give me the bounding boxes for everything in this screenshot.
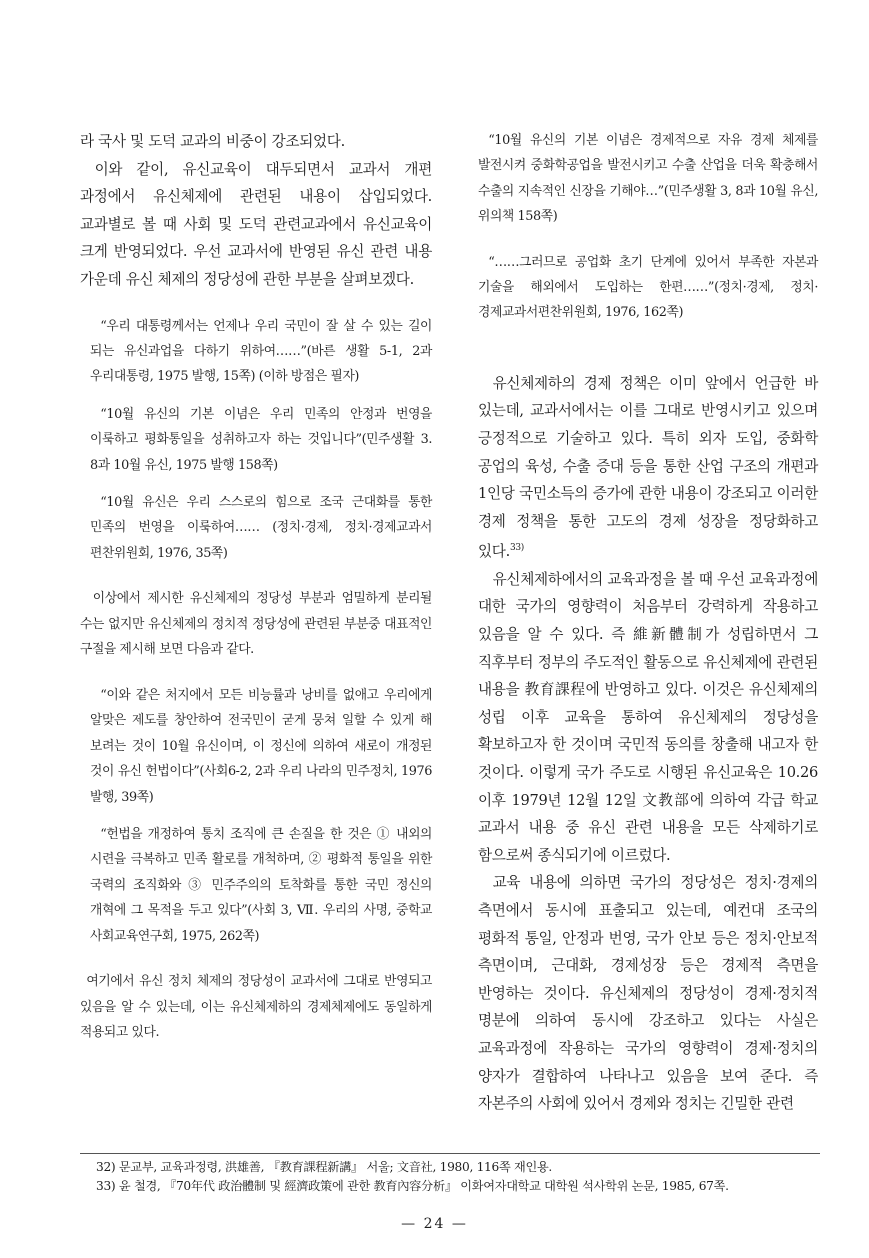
body-paragraph: 라 국사 및 도덕 교과의 비중이 강조되었다. [80, 133, 345, 150]
page-number: — 24 — [401, 1216, 468, 1232]
quotation: “10월 유신의 기본 이념은 우리 민족의 안정과 번영을 이룩하고 평화통일을 성취하고자 하는 것입니다”(민주생활 3. 8과 10월 유신, 1975 발행 158쪽) [90, 406, 432, 473]
body-paragraph: 이와 같이, 유신교육이 대두되면서 교과서 개편 과정에서 유신체제에 관련된 내용이 삽입되었다. 교과별로 볼 때 사회 및 도덕 관련교과에서 유신교육이 크게 반영되었다. 우선 교과서에 반영된 유신 관련 내용 가운데 유신 체제의 정당성에 관한 부분을 살펴보겠다. [80, 160, 432, 288]
quotation: “이와 같은 처지에서 모든 비능률과 낭비를 없애고 우리에게 알맞은 제도를 창안하여 전국민이 굳게 뭉쳐 일할 수 있게 해 보려는 것이 10월 유신이며, 이 정신에 의하여 새로이 개정된 것이 유신 헌법이다”(사회6-2, 2과 우리 나라의 민주정치, 1976 발행, 39쪽) [90, 688, 432, 805]
body-paragraph-small: 이상에서 제시한 유신체제의 정당성 부분과 엄밀하게 분리될 수는 없지만 유신체제의 정치적 정당성에 관련된 부분중 대표적인 구절을 제시해 보면 다음과 같다. [80, 591, 432, 658]
quotation: “……그러므로 공업화 초기 단계에 있어서 부족한 자본과 기술을 해외에서 도입하는 한편……”(정치·경제, 정치·경제교과서편찬위원회, 1976, 162쪽) [478, 254, 818, 321]
body-paragraph [478, 370, 818, 566]
body-paragraph: 유신체제하에서의 교육과정을 볼 때 우선 교육과정에 대한 국가의 영향력이 처음부터 강력하게 작용하고 있음을 알 수 있다. 즉 維新體制가 성립하면서 그 직후부터 정부의 주도적인 활동으로 유신체제에 관련된 내용을 教育課程에 반영하고 있다. 이것은 유신체제의 성립 이후 교육을 통하여 유신체제의 정당성을 확보하고자 한 것이며 국민적 동의를 창출해 내고자 한 것이다. 이렇게 국가 주도로 시행된 유신교육은 10.26 이후 1979년 12월 12일 文教部에 의하여 각급 학교 교과서 내용 중 유신 관련 내용을 모든 삭제하기로 함으로써 종식되기에 이르렀다. [478, 570, 818, 864]
paragraph-text: 유신체제하의 경제 정책은 이미 앞에서 언급한 바 있는데, 교과서에서는 이를 그대로 반영시키고 있으며 긍정적으로 기술하고 있다. 특히 외자 도입, 중화학 공업의 육성, 수출 증대 등을 통한 산업 구조의 개편과 1인당 국민소득의 증가에 관한 내용이 강조되고 이러한 경제 정책을 통한 고도의 경제 성장을 정당화하고 있다. [478, 374, 818, 561]
quotation: “10월 유신의 기본 이념은 경제적으로 자유 경제 체제를 발전시켜 중화학공업을 발전시키고 수출 산업을 더욱 확충해서 수출의 지속적인 신장을 기해야…”(민주생활 3, 8과 10월 유신, 위의책 158쪽) [478, 133, 818, 225]
footnote-ref: 33) [509, 543, 525, 554]
quotation: “우리 대통령께서는 언제나 우리 국민이 잘 살 수 있는 길이 되는 유신과업을 다하기 위하여……”(바른 생활 5-1, 2과 우리대통령, 1975 발행, 15쪽) (이하 방점은 필자) [90, 318, 432, 385]
footnote: 32) 문교부, 교육과정령, 洪雄善, 『教育課程新講』 서울; 文音社, 1980, 116쪽 재인용. [96, 1160, 553, 1174]
footnotes [80, 1153, 820, 1196]
left-column [80, 128, 432, 1046]
body-paragraph: 교육 내용에 의하면 국가의 정당성은 정치·경제의 측면에서 동시에 표출되고 있는데, 예컨대 조국의 평화적 통일, 안정과 번영, 국가 안보 등은 정치·안보적 측면이며, 근대화, 경제성장 등은 경제적 측면을 반영하는 것이다. 유신체제의 정당성이 경제·정치적 명분에 의하여 동시에 강조하고 있다는 사실은 교육과정에 작용하는 국가의 영향력이 경제·정치의 양자가 결합하여 나타나고 있음을 보여 준다. 즉 자본주의 사회에 있어서 경제와 정치는 긴밀한 관련 [478, 874, 818, 1113]
quotation: “헌법을 개정하여 통치 조직에 큰 손질을 한 것은 ① 내외의 시련을 극복하고 민족 활로를 개척하며, ② 평화적 통일을 위한 국력의 조직화와 ③ 민주주의의 토착화를 통한 국민 정신의 개혁에 그 목적을 두고 있다”(사회 3, Ⅶ. 우리의 사명, 중학교 사회교육연구회, 1975, 262쪽) [90, 827, 432, 944]
quotation: “10월 유신은 우리 스스로의 힘으로 조국 근대화를 통한 민족의 번영을 이룩하여…… (정치·경제, 정치·경제교과서 편찬위원회, 1976, 35쪽) [90, 495, 432, 561]
footnote: 33) 윤 철경, 『70年代 政治體制 및 經濟政策에 관한 教育內容分析』 이화여자대학교 대학원 석사학위 논문, 1985, 67쪽. [96, 1179, 729, 1193]
body-paragraph-small: 여기에서 유신 정치 체제의 정당성이 교과서에 그대로 반영되고 있음을 알 수 있는데, 이는 유신체제하의 경제체제에도 동일하게 적용되고 있다. [80, 974, 432, 1041]
right-column [478, 128, 818, 1118]
